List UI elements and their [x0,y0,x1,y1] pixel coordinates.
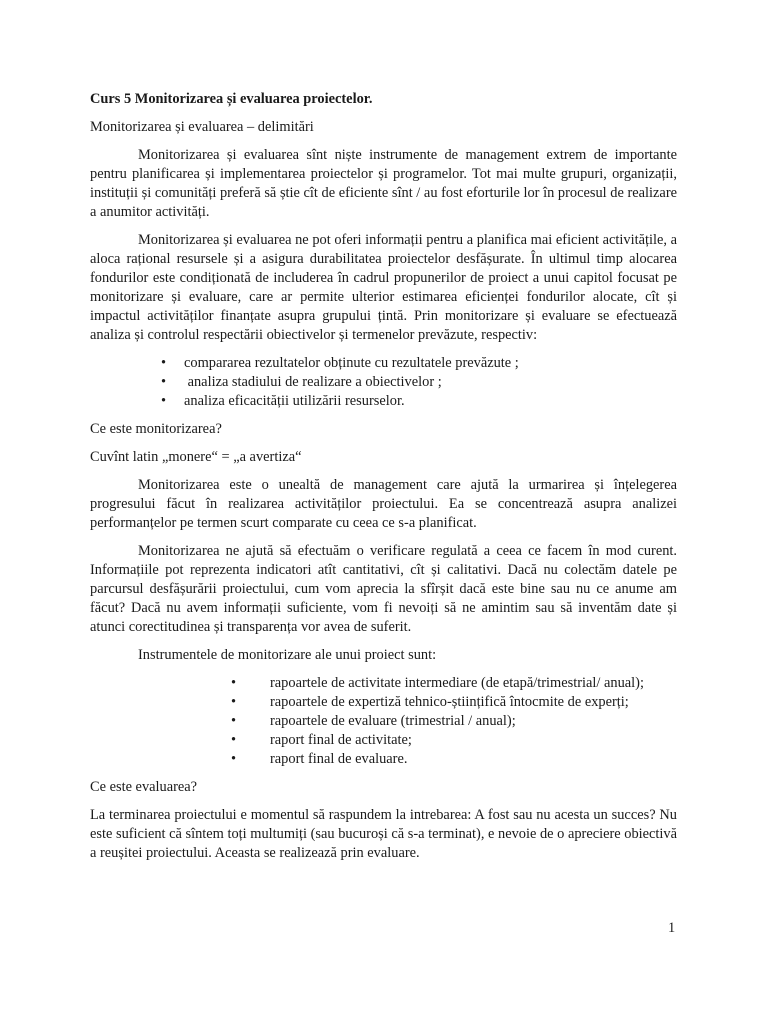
bullet-icon: • [161,355,167,371]
question-monitoring: Ce este monitorizarea? [90,421,222,437]
bullet-icon: • [231,751,237,767]
list-item: • analiza stadiului de realizare a obiectivelor ; [161,374,442,390]
list-item: • rapoartele de evaluare (trimestrial / anual); [231,713,516,729]
instruments-list [90,674,677,769]
bullet-icon: • [231,694,237,710]
list-item: • compararea rezultatelor obținute cu rezultatele prevăzute ; [161,355,519,371]
bullet-icon: • [231,675,237,691]
document-title: Curs 5 Monitorizarea și evaluarea proiectelor. [90,91,373,107]
paragraph-evaluation: La terminarea proiectului e momentul să raspundem la intrebarea: A fost sau nu acesta un succes? Nu este suficient că sîntem toți multumiți (sau bucuroși că s-a terminat), e nevoie de o apreciere obiectivă a reușitei proiectului. Aceasta se realizează prin evaluare. [90,807,678,861]
bullet-icon: • [231,713,237,729]
latin-definition: Cuvînt latin „monere“ = „a avertiza“ [90,449,302,465]
list-item: • raport final de evaluare. [231,751,408,767]
page-number: 1 [668,920,676,936]
document-page [90,90,677,872]
bullet-icon: • [161,393,167,409]
bullet-icon: • [161,374,167,390]
list-item: • rapoartele de expertiză tehnico-științifică întocmite de experți; [231,694,629,710]
instruments-intro: Instrumentele de monitorizare ale unui proiect sunt: [138,647,437,663]
question-evaluation: Ce este evaluarea? [90,779,198,795]
paragraph-intro: Monitorizarea și evaluarea sînt niște instrumente de management extrem de importante pentru planificarea și implementarea proiectelor și programelor. Tot mai multe grupuri, organizații, instituții și comunități preferă să știe cît de eficiente sînt / au fost eforturile lor în procesul de realizare a anumitor activități. [90,147,677,220]
list-item: • analiza eficacității utilizării resurselor. [161,393,405,409]
analysis-list [90,354,677,411]
paragraph-benefits: Monitorizarea și evaluarea ne pot oferi informații pentru a planifica mai eficient activitățile, a aloca rațional resursele și a asigura durabilitatea proiectelor desfășurate. În ultimul timp alocarea fondurilor este condiționată de includerea în cadrul propunerilor de proiect a unui capitol focusat pe monitorizare și evaluare, care ar permite ulterior estimarea eficienței fondurilor alocate, cît și impactul activităților finanțate asupra grupului țintă. Prin monitorizare și evaluare se efectuează analiza și controlul respectării obiectivelor și termenelor prevăzute, respectiv: [90,232,677,343]
paragraph-monitoring-tool: Monitorizarea este o unealtă de management care ajută la urmarirea și înțelegerea progresului făcut în realizarea activităților proiectului. Ea se concentrează asupra analizei performanțelor pe termen scurt comparate cu ceea ce s-a planificat. [90,477,677,531]
section-heading: Monitorizarea și evaluarea – delimitări [90,119,314,135]
list-item: • raport final de activitate; [231,732,412,748]
bullet-icon: • [231,732,237,748]
paragraph-monitoring-check: Monitorizarea ne ajută să efectuăm o verificare regulată a ceea ce facem în mod curent. Informațiile pot reprezenta indicatori atît cantitativi, cît și calitativi. Dacă nu colectăm datele pe parcursul desfășurării proiectului, cum vom aprecia la sfîrșit dacă este bine sau nu ce anume am făcut? Dacă nu avem informații suficiente, vom fi nevoiți să ne amintim sau să inventăm date și atunci corectitudinea și transparența vor avea de suferit. [90,543,677,635]
list-item: • rapoartele de activitate intermediare (de etapă/trimestrial/ anual); [231,675,644,691]
